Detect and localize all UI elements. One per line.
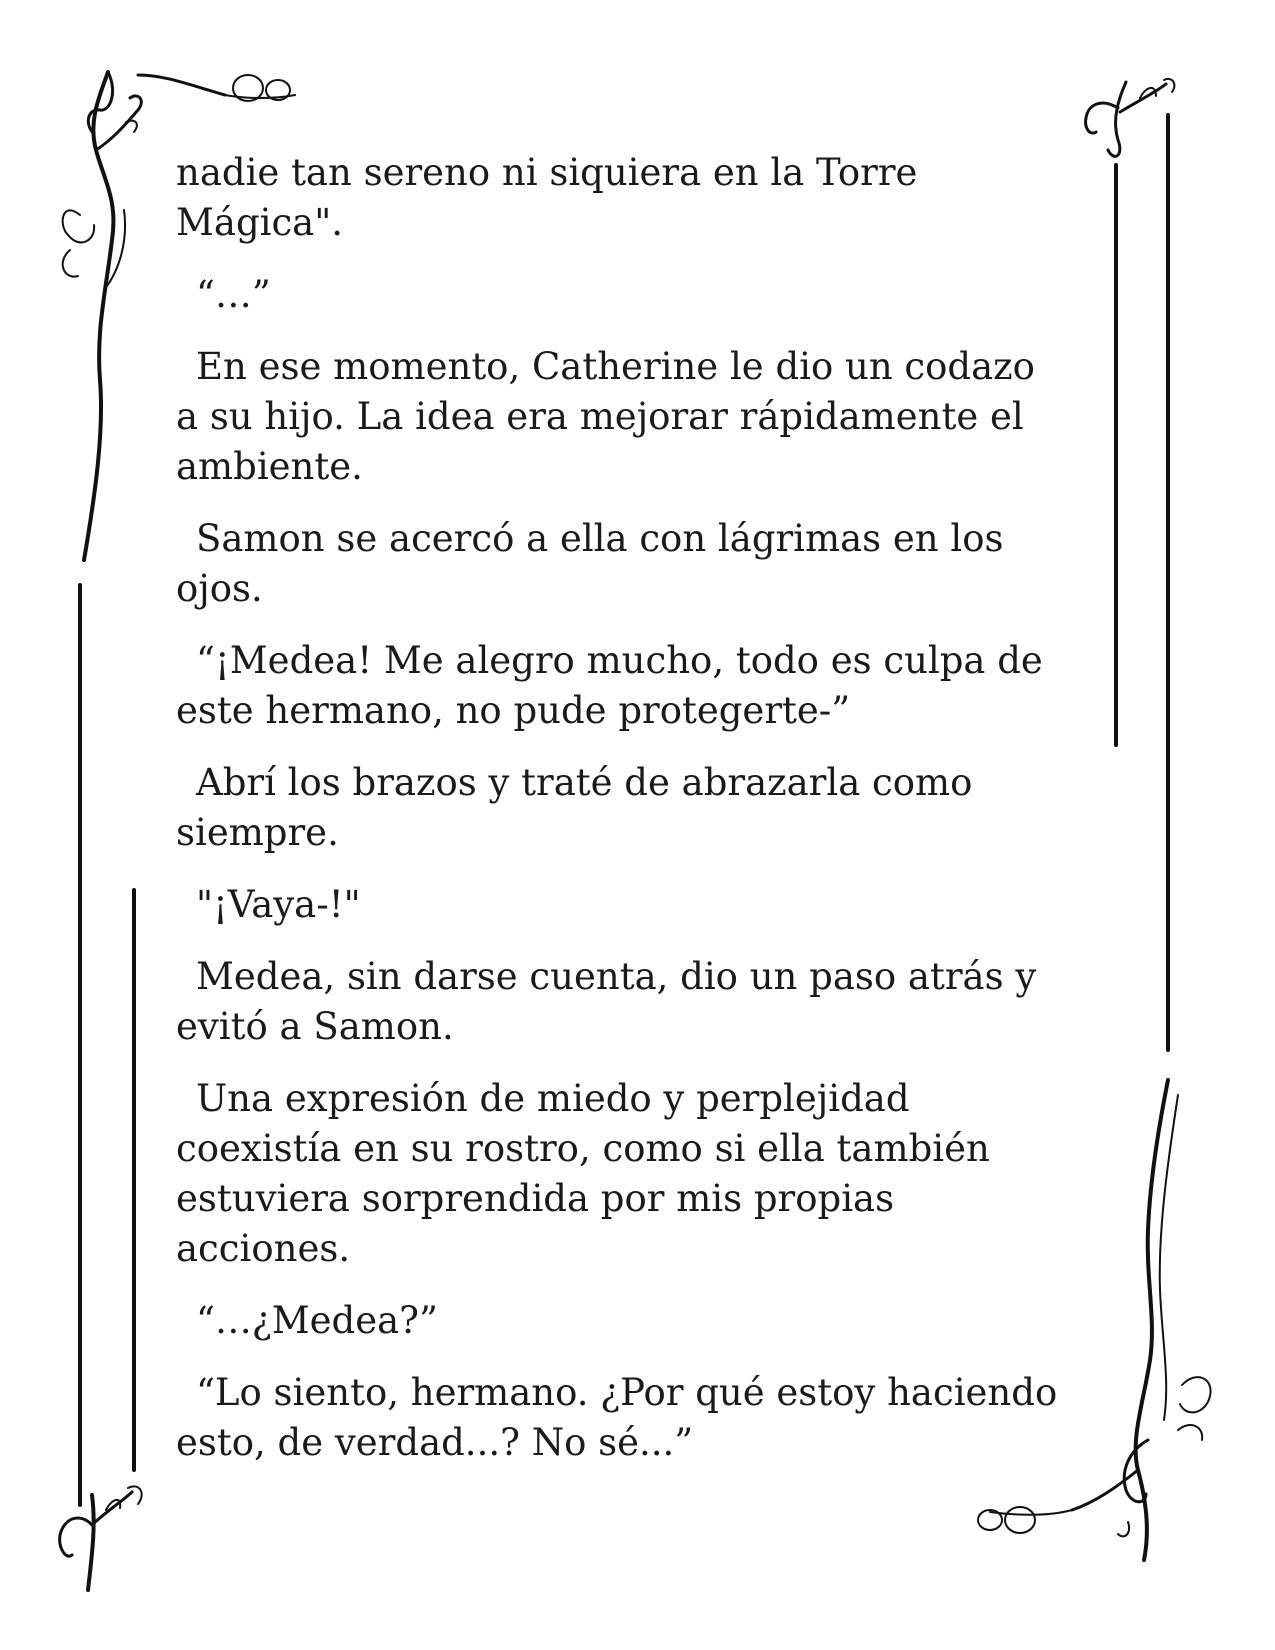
paragraph-9: Una expresión de miedo y perplejidad coexistía en su rostro, como si ella también estuviera sorprendida por mis propias acciones. — [176, 1077, 990, 1270]
paragraph-7: "¡Vaya-!" — [196, 883, 361, 926]
paragraph-4: Samon se acercó a ella con lágrimas en los ojos. — [176, 517, 1004, 610]
paragraph-5: “¡Medea! Me alegro mucho, todo es culpa de este hermano, no pude protegerte-” — [176, 639, 1043, 732]
paragraph-11: “Lo siento, hermano. ¿Por qué estoy haciendo esto, de verdad...? No sé...” — [176, 1371, 1058, 1464]
paragraph-2: “…” — [196, 273, 271, 316]
paragraph-10: “…¿Medea?” — [196, 1299, 438, 1342]
paragraph-6: Abrí los brazos y traté de abrazarla como siempre. — [176, 761, 973, 854]
paragraph-8: Medea, sin darse cuenta, dio un paso atrás y evitó a Samon. — [176, 955, 1037, 1048]
paragraph-3: En ese momento, Catherine le dio un codazo a su hijo. La idea era mejorar rápidamente el ambiente. — [176, 345, 1035, 488]
swirl-ornament-bottom-left — [60, 1486, 142, 1590]
swirl-ornament-top-right — [1086, 79, 1175, 156]
story-text — [176, 148, 1076, 1490]
paragraph-1: nadie tan sereno ni siquiera en la Torre Mágica". — [176, 151, 918, 244]
